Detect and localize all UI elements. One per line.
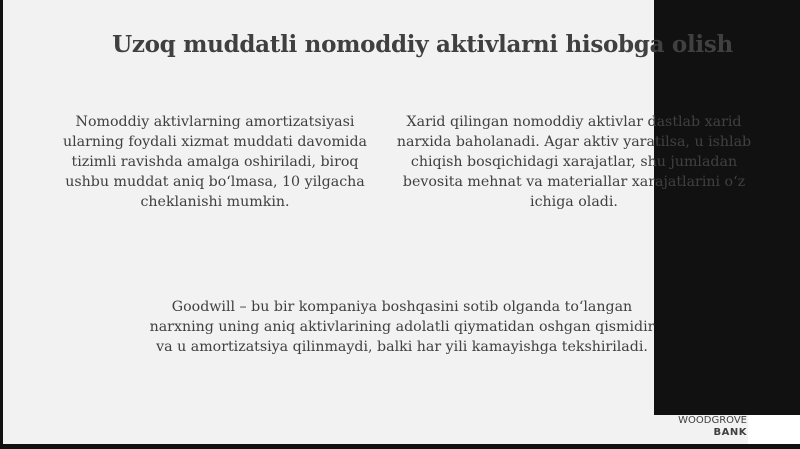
logo-text-woodgrove: WOODGROVE	[678, 415, 747, 426]
paragraph-goodwill: Goodwill – bu bir kompaniya boshqasini sotib olganda to‘langan narxning uning aniq aktivlarining adolatli qiymatidan oshgan qismidir va u amortizatsiya qilinmaydi, balki har yili kamayishga tekshiriladi.	[149, 299, 655, 355]
logo-text-bank: BANK	[713, 427, 747, 438]
paragraph-amortization: Nomoddiy aktivlarning amortizatsiyasi ularning foydali xizmat muddati davomida tizimli ravishda amalga oshiriladi, biroq ushbu muddat aniq bo‘lmasa, 10 yilgacha cheklanishi mumkin.	[63, 114, 367, 210]
frame-bottom-edge	[0, 444, 800, 449]
frame-left-edge	[0, 0, 3, 447]
paragraph-purchased-assets: Xarid qilingan nomoddiy aktivlar dastlab xarid narxida baholanadi. Agar aktiv yaratilsa, u ishlab chiqish bosqichidagi xarajatlar, shu jumladan bevosita mehnat va materiallar xarajatlarini o‘z ichiga oladi.	[396, 114, 752, 210]
slide-background	[3, 0, 654, 444]
slide-title: Uzoq muddatli nomoddiy aktivlarni hisobga olish	[112, 31, 733, 58]
woodgrove-bank-logo	[655, 415, 747, 439]
